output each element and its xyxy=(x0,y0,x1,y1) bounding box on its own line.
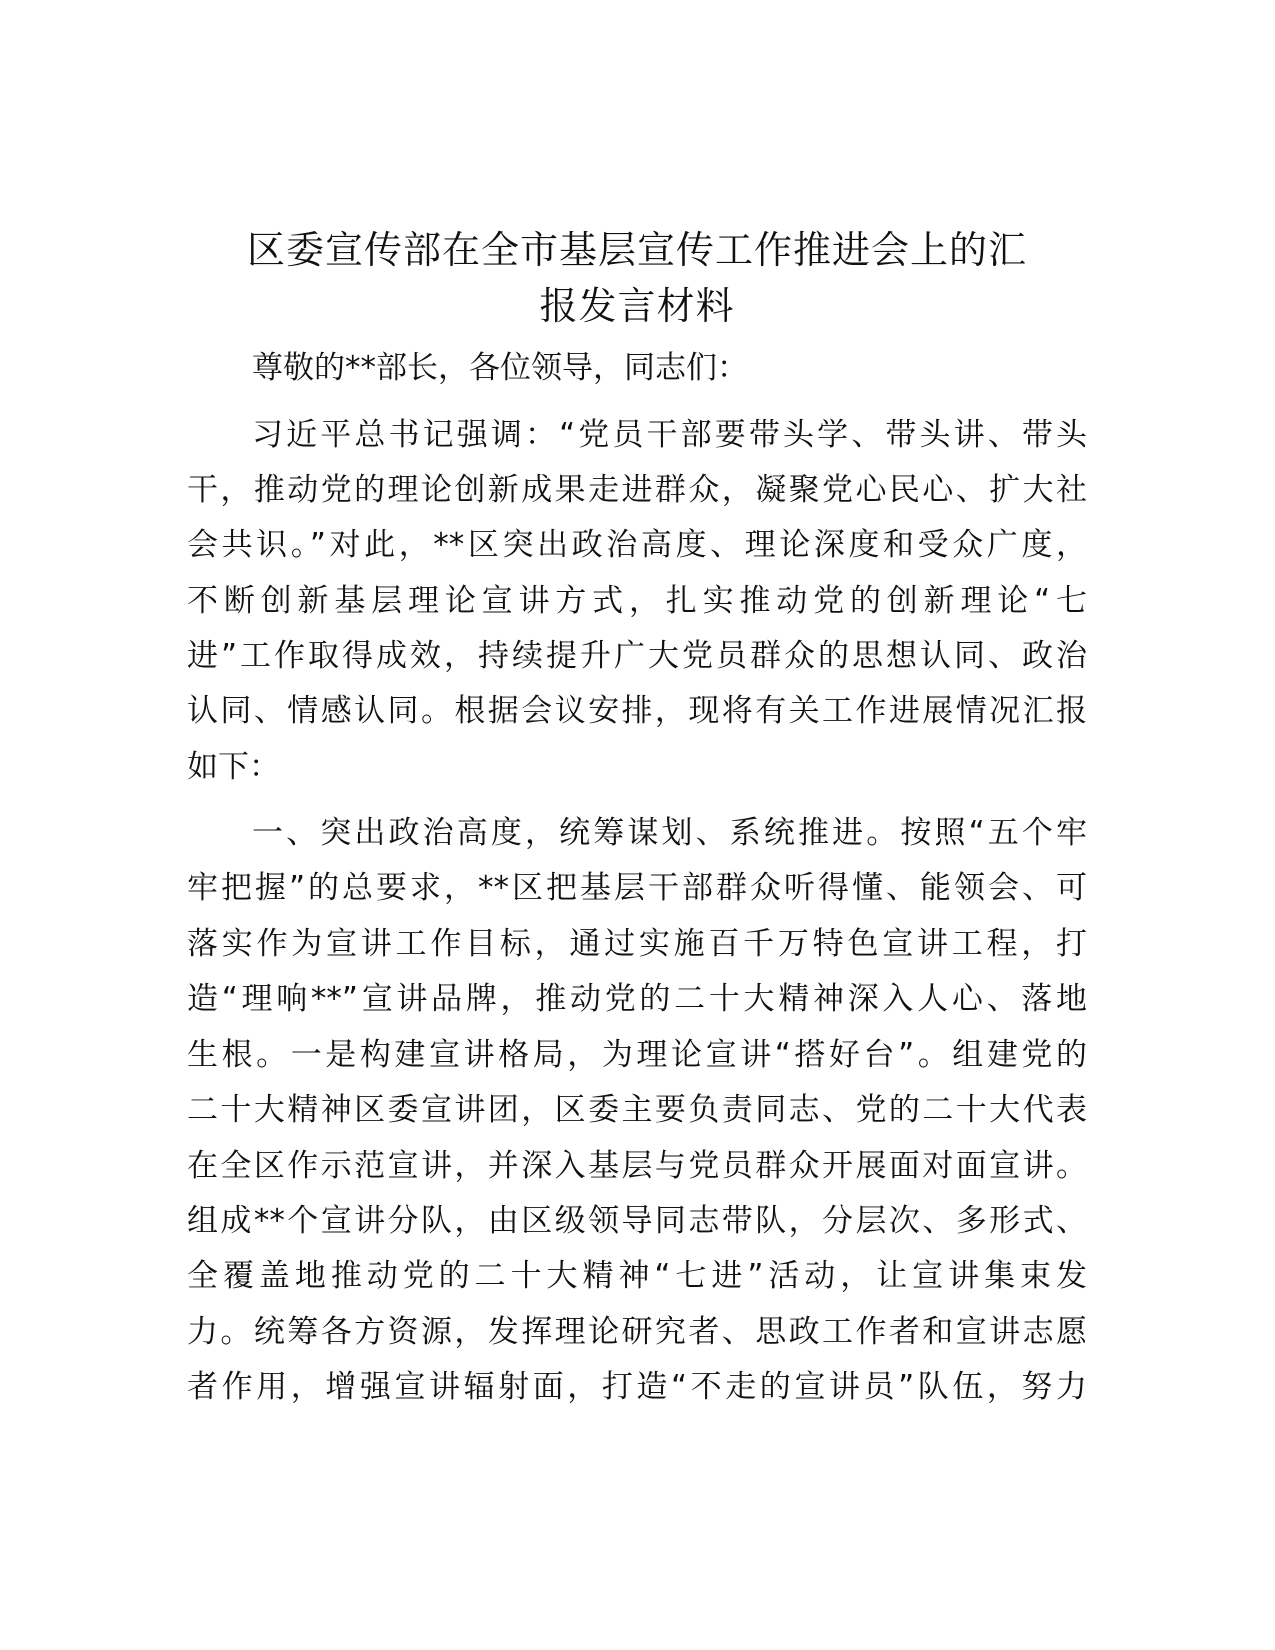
paragraph-1-line: 认同、情感认同。根据会议安排，现将有关工作进展情况汇报 xyxy=(187,693,1087,729)
title-line-1: 区委宣传部在全市基层宣传工作推进会上的汇 xyxy=(246,228,1027,272)
paragraph-1-line: 会共识。”对此，**区突出政治高度、理论深度和受众广度， xyxy=(187,527,1087,563)
paragraph-2-line: 在全区作示范宣讲，并深入基层与党员群众开展面对面宣讲。 xyxy=(187,1148,1087,1184)
paragraph-2-line: 组成**个宣讲分队，由区级领导同志带队，分层次、多形式、 xyxy=(187,1203,1087,1239)
paragraph-2-line: 者作用，增强宣讲辐射面，打造“不走的宣讲员”队伍，努力 xyxy=(187,1369,1087,1405)
paragraph-2-line: 落实作为宣讲工作目标，通过实施百千万特色宣讲工程，打 xyxy=(187,926,1087,962)
paragraph-1-line: 习近平总书记强调：“党员干部要带头学、带头讲、带头 xyxy=(252,417,1087,453)
paragraph-1-line: 如下： xyxy=(187,749,280,785)
paragraph-1-line: 进”工作取得成效，持续提升广大党员群众的思想认同、政治 xyxy=(187,638,1087,674)
title-line-2: 报发言材料 xyxy=(539,284,735,328)
paragraph-1-line: 干，推动党的理论创新成果走进群众，凝聚党心民心、扩大社 xyxy=(187,472,1087,508)
paragraph-2-line: 一、突出政治高度，统筹谋划、系统推进。按照“五个牢 xyxy=(252,815,1087,851)
paragraph-2-line: 二十大精神区委宣讲团，区委主要负责同志、党的二十大代表 xyxy=(187,1092,1087,1128)
paragraph-1-line: 不断创新基层理论宣讲方式，扎实推动党的创新理论“七 xyxy=(187,583,1087,619)
salutation: 尊敬的**部长，各位领导，同志们： xyxy=(252,350,748,386)
paragraph-2-line: 造“理响**”宣讲品牌，推动党的二十大精神深入人心、落地 xyxy=(187,981,1087,1017)
paragraph-2-line: 牢把握”的总要求，**区把基层干部群众听得懂、能领会、可 xyxy=(187,870,1087,906)
document-title xyxy=(178,222,1096,334)
paragraph-2-line: 生根。一是构建宣讲格局，为理论宣讲“搭好台”。组建党的 xyxy=(187,1037,1087,1073)
paragraph-2-line: 全覆盖地推动党的二十大精神“七进”活动，让宣讲集束发 xyxy=(187,1258,1087,1294)
paragraph-2-line: 力。统筹各方资源，发挥理论研究者、思政工作者和宣讲志愿 xyxy=(187,1314,1087,1350)
